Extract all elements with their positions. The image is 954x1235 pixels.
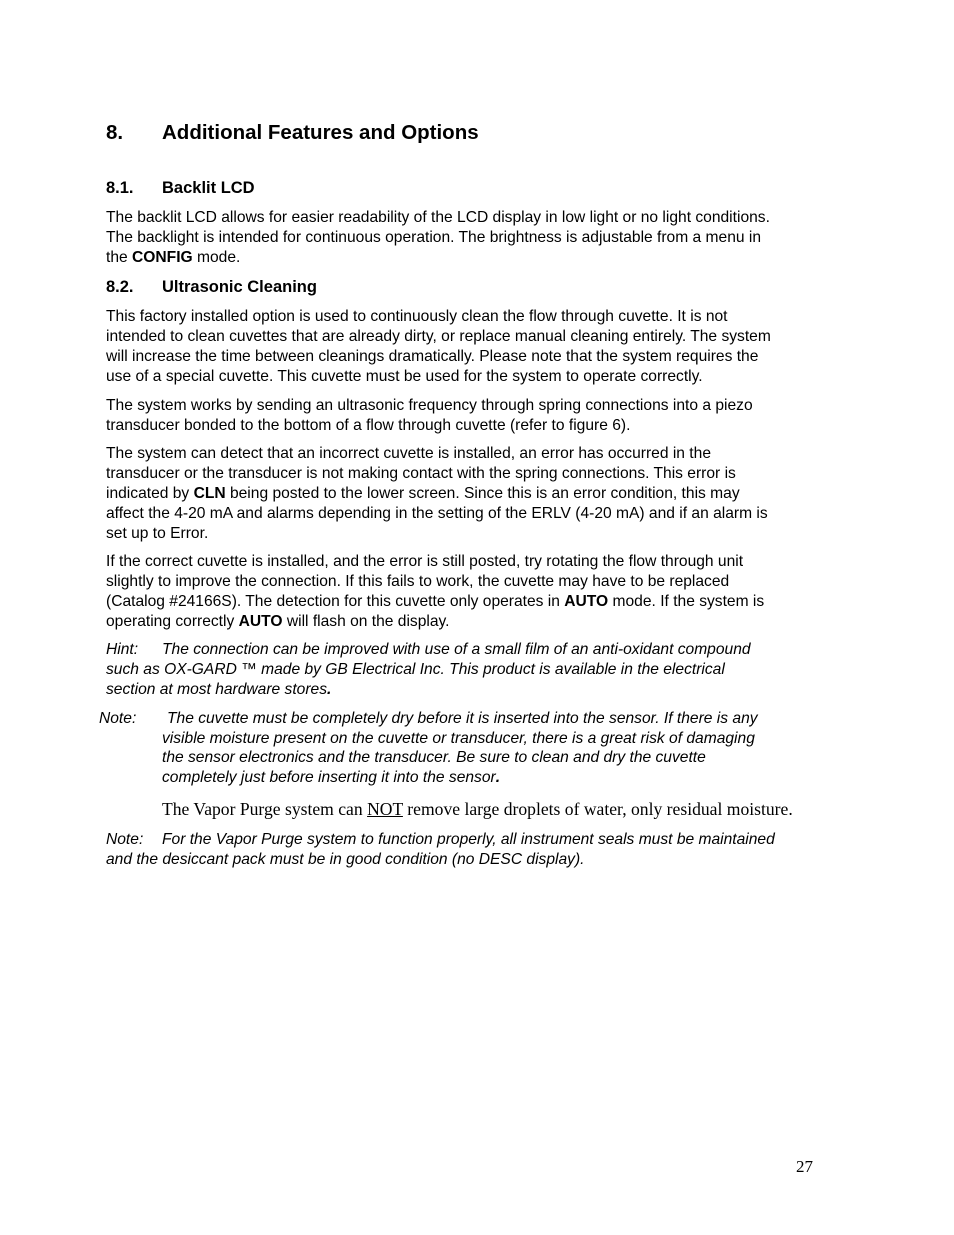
subsection-heading-backlit	[106, 179, 255, 198]
subsection-title: Backlit LCD	[162, 179, 255, 197]
text-line: This factory installed option is used to continuously clean the flow through cuvette. It is not	[106, 308, 728, 325]
config-keyword: CONFIG	[132, 248, 193, 266]
text-line	[162, 768, 500, 788]
text-run: operating correctly	[106, 612, 239, 630]
backlit-paragraph	[106, 208, 846, 268]
ultrasonic-paragraph-3	[106, 444, 846, 544]
cln-keyword: CLN	[193, 484, 226, 502]
note-label: Note:	[106, 831, 144, 848]
text-line	[106, 680, 331, 700]
page-number: 27	[796, 1157, 813, 1176]
section-heading	[106, 121, 479, 145]
text-run: .	[495, 769, 501, 786]
subsection-title: Ultrasonic Cleaning	[162, 278, 317, 296]
text-run: will flash on the display.	[282, 612, 450, 630]
text-run: .	[327, 681, 332, 698]
text-line: The system can detect that an incorrect cuvette is installed, an error has occurred in the	[106, 445, 711, 462]
text-line	[106, 248, 846, 268]
ultrasonic-paragraph-1	[106, 307, 846, 387]
text-line: transducer or the transducer is not making contact with the spring connections. This error is	[106, 464, 736, 482]
vapor-purge-statement	[162, 799, 793, 820]
text-run: The Vapor Purge system can	[162, 799, 368, 819]
text-line: The backlight is intended for continuous operation. The brightness is adjustable from a menu in	[106, 228, 762, 246]
text-run: being posted to the lower screen. Since this is an error condition, this may	[225, 484, 740, 502]
text-line: use of a special cuvette. This cuvette must be used for the system to operate correctly.	[106, 367, 703, 385]
text-run: (Catalog #24166S). The detection for this cuvette only operates in	[106, 592, 565, 610]
ultrasonic-paragraph-4	[106, 552, 846, 632]
text-line: such as OX-GARD ™ made by GB Electrical Inc. This product is available in the electrical	[106, 661, 725, 678]
text-line	[106, 612, 846, 632]
text-line: intended to clean cuvettes that are already dirty, or replace manual cleaning entirely. The system	[106, 327, 771, 345]
text-line: will increase the time between cleanings dramatically. Please note that the system requires the	[106, 347, 759, 365]
text-run: indicated by	[106, 484, 194, 502]
note-label: Note:	[99, 710, 137, 727]
subsection-number: 8.1.	[106, 179, 134, 197]
text-line: The cuvette must be completely dry before it is inserted into the sensor. If there is any	[167, 710, 758, 727]
text-run: completely just before inserting it into the sensor	[162, 769, 496, 786]
auto-keyword: AUTO	[238, 612, 283, 630]
text-run: the	[106, 248, 133, 266]
text-line: If the correct cuvette is installed, and the error is still posted, try rotating the flow through unit	[106, 553, 744, 570]
text-line: visible moisture present on the cuvette or transducer, there is a great risk of damaging	[162, 730, 755, 747]
text-line: The system works by sending an ultrasonic frequency through spring connections into a piezo	[106, 397, 753, 414]
text-run: mode. If the system is	[608, 592, 765, 610]
not-emphasis: NOT	[367, 799, 403, 819]
subsection-number: 8.2.	[106, 278, 134, 296]
text-line: The connection can be improved with use of a small film of an anti-oxidant compound	[162, 641, 751, 658]
text-line: and the desiccant pack must be in good condition (no DESC display).	[106, 851, 585, 868]
section-title: Additional Features and Options	[162, 121, 479, 144]
text-line: set up to Error.	[106, 524, 209, 542]
text-line	[106, 592, 846, 612]
text-run: remove large droplets of water, only residual moisture.	[402, 799, 793, 819]
auto-keyword: AUTO	[564, 592, 609, 610]
section-number: 8.	[106, 121, 124, 144]
text-line: transducer bonded to the bottom of a flow through cuvette (refer to figure 6).	[106, 416, 631, 434]
text-line: affect the 4-20 mA and alarms depending in the setting of the ERLV (4-20 mA) and if an alarm is	[106, 504, 768, 522]
subsection-heading-ultrasonic	[106, 278, 317, 297]
text-line: The backlit LCD allows for easier readability of the LCD display in low light or no light conditions.	[106, 209, 770, 226]
ultrasonic-paragraph-2	[106, 396, 846, 436]
text-line	[106, 484, 846, 504]
text-run: section at most hardware stores	[106, 681, 328, 698]
text-run: mode.	[192, 248, 241, 266]
text-line: slightly to improve the connection. If this fails to work, the cuvette may have to be replaced	[106, 572, 730, 590]
hint-label: Hint:	[106, 641, 139, 658]
text-line: the sensor electronics and the transducer. Be sure to clean and dry the cuvette	[162, 749, 706, 766]
text-line: For the Vapor Purge system to function properly, all instrument seals must be maintained	[162, 831, 775, 848]
